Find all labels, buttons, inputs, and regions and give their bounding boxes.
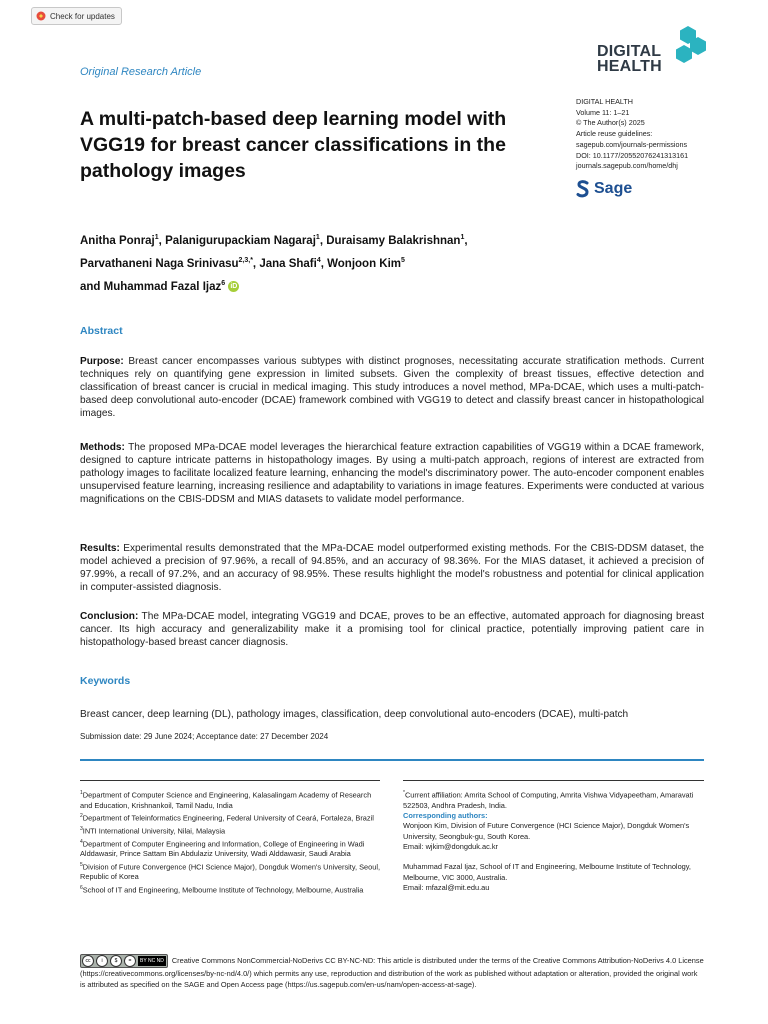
- aff-text: School of IT and Engineering, Melbourne Institute of Technology, Melbourne, Australia: [82, 885, 364, 895]
- current-aff-text: Current affiliation: Amrita School of Computing, Amrita Vishwa Vidyapeetham, Amaravati 522503, Andhra Pradesh, India.: [403, 790, 694, 810]
- methods-text: The proposed MPa-DCAE model leverages the hierarchical feature extraction capabilities of VGG19 within a DCAE framework, designed to capture intricate patterns in histopathology images. By using a multi-patch approach, regions of interest are extracted from pathology images to facilitate localized feature learning, enhancing the model's discriminatory power. The auto-encoder component enables unsupervised feature learning, increasing resilience and adaptability to variations in image features. Experiments were conducted at various magnifications on the CBIS-DDSM and MIAS datasets to validate model performance.: [80, 442, 705, 506]
- abstract-results: [80, 542, 704, 594]
- author-line-2: [80, 251, 560, 274]
- article-type: Original Research Article: [80, 66, 202, 78]
- author-line-3: [80, 274, 560, 297]
- keywords-list: Breast cancer, deep learning (DL), pathology images, classification, deep convolutional auto-encoders (DCAE), multi-patch: [80, 709, 629, 720]
- author-name[interactable]: Muhammad Fazal Ijaz: [103, 280, 222, 293]
- author-sup: 1: [154, 234, 159, 241]
- aff-sup: 6: [80, 884, 83, 891]
- corresponding-email-1[interactable]: Email: wjkim@dongduk.ac.kr: [403, 841, 498, 851]
- license-text: Creative Commons NonCommercial-NoDerivs CC BY-NC-ND: This article is distributed under the terms of the Creative Commons Attribution-NoDerivs 4.0 License (https://creativecommons.org/licenses/by-nc-nd/4.0/) which permits any use, reproduction and distribution of the work as published without adaptation or alteration, provided the original work is attributed as specified on the SAGE and Open Access page (https://us.sagepub.com/en-us/nam/open-access-at-sage).: [80, 955, 704, 990]
- aff-sup: 3: [80, 825, 83, 832]
- corresponding-email-2[interactable]: Email: mfazal@mit.edu.au: [403, 882, 490, 892]
- abstract-methods: [80, 441, 704, 506]
- journal-meta: [576, 97, 688, 172]
- orcid-icon[interactable]: iD: [230, 282, 238, 290]
- footnote-divider-right: [403, 780, 704, 781]
- affiliation-item: [80, 824, 382, 837]
- author-line-1: [80, 228, 560, 251]
- affiliation-item: [80, 837, 382, 860]
- author-name[interactable]: Duraisamy Balakrishnan: [326, 234, 461, 247]
- conclusion-text: The MPa-DCAE model, integrating VGG19 and DCAE, proves to be an effective, automated approach for diagnosing breast cancer. Its high accuracy and generalizability make it a promising tool for clinical practice, potentially improving patient care in histopathology-based breast cancer diagnosis.: [80, 611, 704, 649]
- journal-logo-text: [597, 44, 662, 74]
- corresponding-author-1: Wonjoon Kim, Division of Future Convergence (HCI Science Major), Dongduk Women's University, Seongbuk-gu, South Korea.: [403, 821, 690, 841]
- abstract-heading: Abstract: [80, 325, 123, 337]
- author-name[interactable]: Parvathaneni Naga Srinivasu: [80, 257, 239, 270]
- meta-journal: DIGITAL HEALTH: [576, 97, 633, 106]
- author-sup: 4: [316, 256, 321, 264]
- author-sep: ,: [320, 257, 328, 270]
- correspondence-block: [403, 788, 705, 893]
- affiliation-item: [80, 788, 382, 811]
- author-name[interactable]: Jana Shafi: [259, 257, 317, 270]
- meta-copyright: © The Author(s) 2025: [576, 118, 645, 128]
- aff-sup: 5: [80, 861, 83, 868]
- meta-volume: Volume 11: 1–21: [576, 107, 630, 117]
- author-sep: ,: [464, 234, 468, 247]
- aff-text: INTI International University, Nilai, Malaysia: [82, 826, 226, 836]
- cc-badge-text: BY NC ND: [140, 958, 164, 964]
- aff-sup: 2: [80, 813, 83, 820]
- meta-doi[interactable]: DOI: 10.1177/20552076241313161: [576, 150, 689, 160]
- logo-line-1: DIGITAL: [597, 43, 662, 60]
- purpose-label: Purpose:: [80, 356, 124, 367]
- check-for-updates-label: Check for updates: [50, 11, 115, 21]
- meta-journal-link[interactable]: journals.sagepub.com/home/dhj: [576, 161, 678, 171]
- nd-icon: =: [124, 955, 136, 967]
- author-sup: 2,3,*: [238, 256, 253, 264]
- methods-label: Methods:: [80, 442, 125, 453]
- aff-sup: 1: [80, 790, 83, 796]
- footnote-divider-left: [80, 780, 380, 781]
- author-sep: ,: [319, 234, 327, 247]
- affiliation-item: [80, 883, 382, 896]
- author-list: [80, 228, 560, 296]
- logo-line-2: HEALTH: [597, 58, 662, 75]
- aff-text: Department of Computer Science and Engineering, Kalasalingam Academy of Research and Education, Krishnankoil, Tamil Nadu, India: [80, 790, 372, 810]
- spacer: [403, 852, 705, 862]
- conclusion-label: Conclusion:: [80, 611, 139, 622]
- affiliation-item: [80, 811, 382, 824]
- nc-icon: $: [110, 955, 122, 967]
- abstract-conclusion: [80, 610, 704, 649]
- corresponding-heading: Corresponding authors:: [403, 811, 488, 821]
- sage-s-icon: [576, 180, 590, 198]
- affiliations: [80, 788, 382, 895]
- keywords-heading: Keywords: [80, 675, 131, 687]
- cc-icon: cc: [82, 955, 94, 967]
- author-sep: ,: [158, 234, 166, 247]
- abstract-purpose: [80, 355, 704, 420]
- author-sup: 1: [315, 234, 320, 241]
- aff-sup: 4: [80, 838, 83, 845]
- hexagon-logo-icon: [669, 25, 707, 65]
- journal-logo[interactable]: [597, 25, 707, 85]
- section-divider: [80, 759, 704, 761]
- meta-reuse: Article reuse guidelines:: [576, 129, 653, 139]
- affiliation-item: [80, 860, 382, 883]
- article-title: A multi-patch-based deep learning model with VGG19 for breast cancer classifications in the pathology images: [80, 108, 507, 182]
- results-label: Results:: [80, 543, 120, 554]
- author-sup: 5: [401, 256, 405, 264]
- by-icon: i: [96, 955, 108, 967]
- meta-permissions-link[interactable]: sagepub.com/journals-permissions: [576, 139, 688, 149]
- current-affiliation: [403, 788, 705, 811]
- update-icon: [36, 11, 46, 21]
- author-sep: ,: [252, 257, 260, 270]
- author-sup: 6: [221, 279, 226, 287]
- sage-wordmark: Sage: [594, 180, 633, 197]
- author-name[interactable]: Anitha Ponraj: [80, 234, 155, 247]
- author-sup: 1: [460, 234, 465, 241]
- cc-license-badge[interactable]: [80, 954, 168, 968]
- current-aff-sup: *: [403, 790, 405, 796]
- author-and: and: [80, 280, 104, 293]
- license-notice: [80, 954, 704, 991]
- purpose-text: Breast cancer encompasses various subtypes with distinct prognoses, necessitating accurate stratification methods. Current techniques rely on quantifying gene expression in limited subsets. Given the complexity of breast tissues, effective detection and classification of breast cancer is crucial in medical imaging. This study introduces a novel method, MPa-DCAE, which uses a multi-patch-based deep convolutional auto-encoder (DCAE) framework combined with VGG19 to detect and classify breast cancer in histopathological images.: [80, 356, 704, 420]
- check-for-updates-button[interactable]: [31, 7, 122, 25]
- author-name[interactable]: Wonjoon Kim: [327, 257, 402, 270]
- submission-dates: Submission date: 29 June 2024; Acceptance date: 27 December 2024: [80, 732, 329, 741]
- corresponding-author-2: Muhammad Fazal Ijaz, School of IT and Engineering, Melbourne Institute of Technology, Melbourne, VIC 3000, Australia.: [403, 862, 691, 882]
- publisher-logo[interactable]: [576, 180, 632, 198]
- aff-text: Division of Future Convergence (HCI Science Major), Dongduk Women's University, Seoul, Republic of Korea: [80, 862, 381, 882]
- aff-text: Department of Computer Engineering and Information, College of Engineering in Wadi Alddawasir, Prince Sattam Bin Abdulaziz University, Wadi Alddawasir, Saudi Arabia: [80, 839, 365, 859]
- results-text: Experimental results demonstrated that the MPa-DCAE model outperformed existing methods. For the CBIS-DDSM dataset, the model achieved a precision of 97.96%, a recall of 94.85%, and an accuracy of 98.36%. For the MIAS dataset, it achieved a precision of 97.99%, a recall of 97.2%, and an accuracy of 98.95%. These results highlight the model's robustness and potential for clinical application in computer-assisted diagnosis.: [80, 543, 704, 594]
- aff-text: Department of Teleinformatics Engineering, Federal University of Ceará, Fortaleza, Brazil: [82, 813, 374, 823]
- author-name[interactable]: Palanigurupackiam Nagaraj: [165, 234, 316, 247]
